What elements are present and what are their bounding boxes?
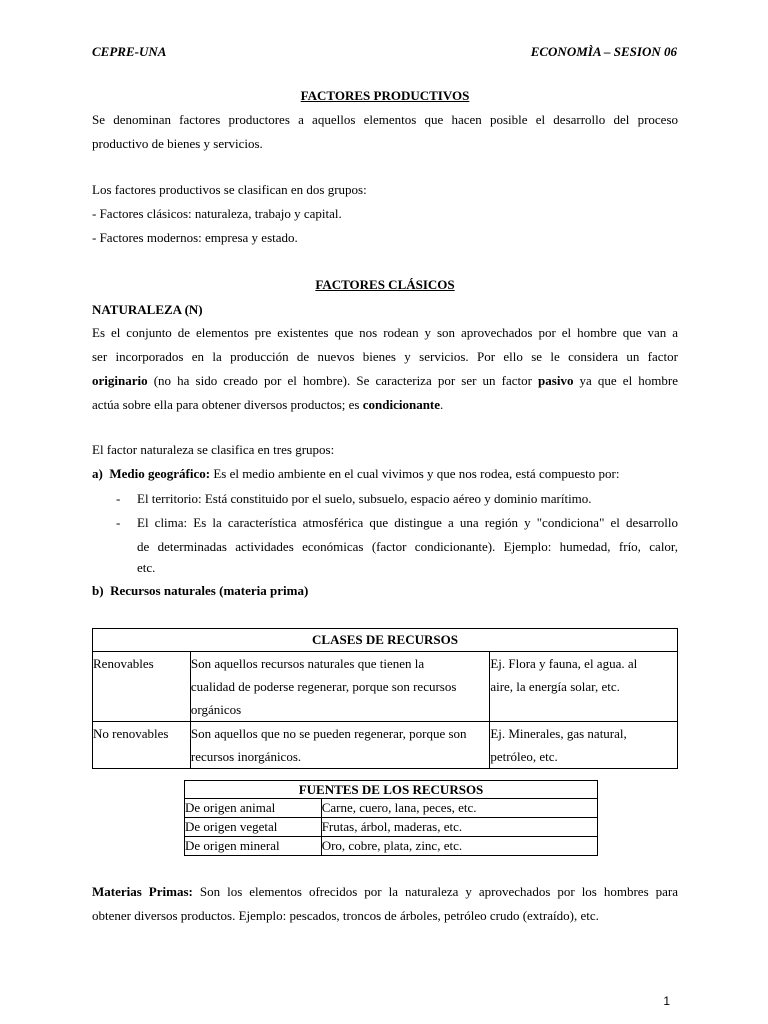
clasifica-intro: El factor naturaleza se clasifica en tres grupos: — [92, 442, 335, 457]
table-cell: Son aquellos que no se pueden regenerar, porque son recursos inorgánicos. — [190, 722, 489, 769]
title-factores-clasicos: FACTORES CLÁSICOS — [315, 277, 455, 292]
table-cell: Oro, cobre, plata, zinc, etc. — [321, 837, 597, 856]
item-a-medio-geografico: a) Medio geográfico: Es el medio ambiente en el cual vivimos y que nos rodea, está compuesto por: — [92, 466, 620, 481]
item-clima-line-3: etc. — [137, 560, 156, 575]
table-row — [93, 722, 678, 769]
table-title: CLASES DE RECURSOS — [93, 629, 678, 652]
groups-line-1: Los factores productivos se clasifican en dos grupos: — [92, 182, 367, 197]
table-row — [185, 837, 598, 856]
table-cell: De origen vegetal — [185, 818, 322, 837]
term-originario: originario — [92, 373, 148, 388]
header-left: CEPRE-UNA — [92, 44, 167, 59]
naturaleza-line-1: Es el conjunto de elementos pre existentes que nos rodean y son aprovechados por el hombre que van a — [92, 325, 678, 340]
materias-line-1: Materias Primas: Son los elementos ofrecidos por la naturaleza y aprovechados por los hombres para — [92, 884, 678, 899]
table-cell: No renovables — [93, 722, 191, 769]
intro-line-2: productivo de bienes y servicios. — [92, 136, 263, 151]
table-fuentes-de-los-recursos — [184, 780, 598, 856]
item-clima-line-1: El clima: Es la característica atmosférica que distingue a una región y "condiciona" el desarrollo — [137, 515, 678, 530]
naturaleza-line-2: ser incorporados en la producción de nuevos bienes y servicios. Por ello se le considera un factor — [92, 349, 678, 364]
dash-bullet-2: - — [116, 515, 121, 530]
title-factores-productivos: FACTORES PRODUCTIVOS — [300, 88, 470, 103]
table-clases-de-recursos — [92, 628, 678, 769]
table-cell: De origen animal — [185, 799, 322, 818]
groups-line-2: - Factores clásicos: naturaleza, trabajo y capital. — [92, 206, 342, 221]
naturaleza-heading: NATURALEZA (N) — [92, 302, 203, 317]
table-cell: Renovables — [93, 652, 191, 722]
term-pasivo: pasivo — [538, 373, 574, 388]
table-cell: Carne, cuero, lana, peces, etc. — [321, 799, 597, 818]
table-row — [185, 818, 598, 837]
groups-line-3: - Factores modernos: empresa y estado. — [92, 230, 298, 245]
header-right: ECONOMÌA – SESION 06 — [530, 44, 677, 59]
naturaleza-line-3: originario (no ha sido creado por el hombre). Se caracteriza por ser un factor pasivo ya que el hombre — [92, 373, 678, 388]
naturaleza-line-4: actúa sobre ella para obtener diversos productos; es condicionante. — [92, 397, 444, 412]
term-condicionante: condicionante — [362, 397, 441, 412]
page-number: 1 — [663, 994, 670, 1008]
item-b-recursos-naturales: b) Recursos naturales (materia prima) — [92, 583, 309, 598]
materias-line-2: obtener diversos productos. Ejemplo: pescados, troncos de árboles, petróleo crudo (extraído), etc. — [92, 908, 599, 923]
dash-bullet-1: - — [116, 491, 121, 506]
table-row — [93, 652, 678, 722]
table-row — [185, 799, 598, 818]
table-cell: Ej. Flora y fauna, el agua. al aire, la energía solar, etc. — [490, 652, 678, 722]
item-clima-line-2: de determinadas actividades económicas (factor condicionante). Ejemplo: humedad, frío, calor, — [137, 539, 678, 554]
intro-line-1: Se denominan factores productores a aquellos elementos que hacen posible el desarrollo del proceso — [92, 112, 678, 127]
table-cell: Son aquellos recursos naturales que tienen la cualidad de poderse regenerar, porque son recursos orgánicos — [190, 652, 489, 722]
table-cell: Ej. Minerales, gas natural, petróleo, etc. — [490, 722, 678, 769]
item-territorio: El territorio: Está constituido por el suelo, subsuelo, espacio aéreo y dominio marítimo. — [137, 491, 592, 506]
table-cell: De origen mineral — [185, 837, 322, 856]
term-materias-primas: Materias Primas: — [92, 884, 193, 899]
table-cell: Frutas, árbol, maderas, etc. — [321, 818, 597, 837]
table-title: FUENTES DE LOS RECURSOS — [185, 781, 598, 799]
